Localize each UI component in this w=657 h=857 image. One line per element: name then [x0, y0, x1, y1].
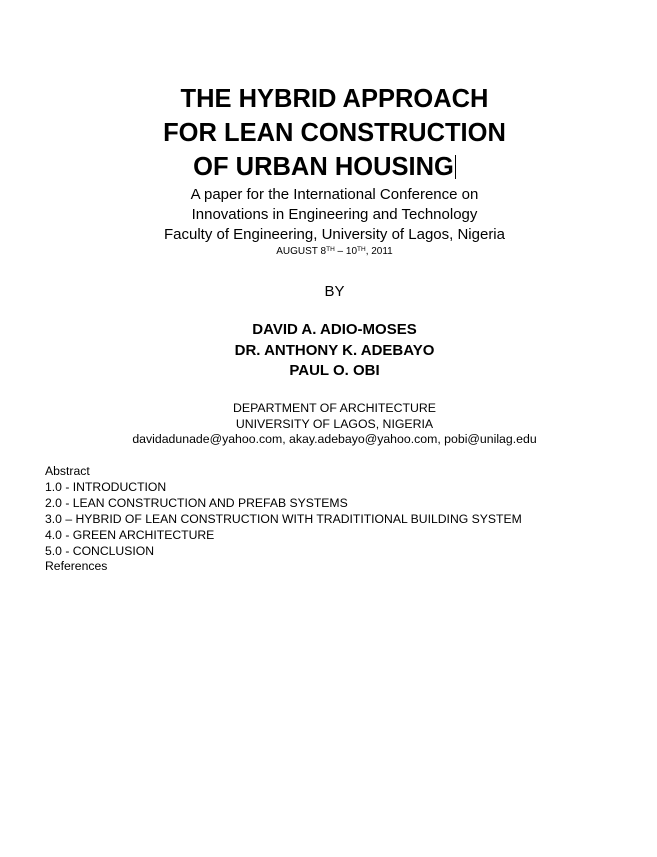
- author-1: DAVID A. ADIO-MOSES: [252, 321, 417, 338]
- author-list: [0, 320, 657, 382]
- toc-item-references: References: [45, 559, 108, 574]
- date-year: , 2011: [365, 246, 393, 257]
- toc-item-hybrid: 3.0 – HYBRID OF LEAN CONSTRUCTION WITH TRADITITIONAL BUILDING SYSTEM: [45, 511, 522, 526]
- by-label: BY: [324, 283, 345, 300]
- title-line-2: FOR LEAN CONSTRUCTION: [163, 119, 506, 147]
- affiliation-block: [0, 401, 657, 448]
- department: DEPARTMENT OF ARCHITECTURE: [233, 401, 436, 415]
- text-cursor: [455, 155, 456, 179]
- toc-item-abstract: Abstract: [45, 464, 90, 478]
- date-separator: – 10: [334, 246, 358, 257]
- date-month: AUGUST 8: [276, 246, 327, 257]
- title-line-1: THE HYBRID APPROACH: [180, 85, 489, 113]
- conference-subtitle: [0, 185, 657, 245]
- author-emails: davidadunade@yahoo.com, akay.adebayo@yahoo.com, pobi@unilag.edu: [132, 432, 537, 446]
- university: UNIVERSITY OF LAGOS, NIGERIA: [235, 416, 434, 431]
- toc-item-lean-construction: 2.0 - LEAN CONSTRUCTION AND PREFAB SYSTEMS: [45, 495, 348, 510]
- title-line-3: OF URBAN HOUSING: [193, 153, 454, 181]
- document-title: [0, 82, 657, 184]
- table-of-contents: [45, 464, 522, 575]
- title-line-3-wrapper: [0, 150, 657, 184]
- subtitle-line-3: Faculty of Engineering, University of Lagos, Nigeria: [163, 226, 505, 243]
- subtitle-line-1: A paper for the International Conference on: [190, 186, 479, 203]
- author-3: PAUL O. OBI: [289, 362, 380, 379]
- date-end-suffix: TH: [357, 246, 366, 253]
- author-2: DR. ANTHONY K. ADEBAYO: [234, 341, 435, 359]
- toc-item-green-architecture: 4.0 - GREEN ARCHITECTURE: [45, 527, 215, 542]
- toc-item-introduction: 1.0 - INTRODUCTION: [45, 479, 167, 494]
- toc-item-conclusion: 5.0 - CONCLUSION: [45, 543, 155, 558]
- conference-date: [0, 245, 657, 259]
- date-start-suffix: TH: [326, 246, 335, 253]
- subtitle-line-2: Innovations in Engineering and Technology: [191, 206, 478, 223]
